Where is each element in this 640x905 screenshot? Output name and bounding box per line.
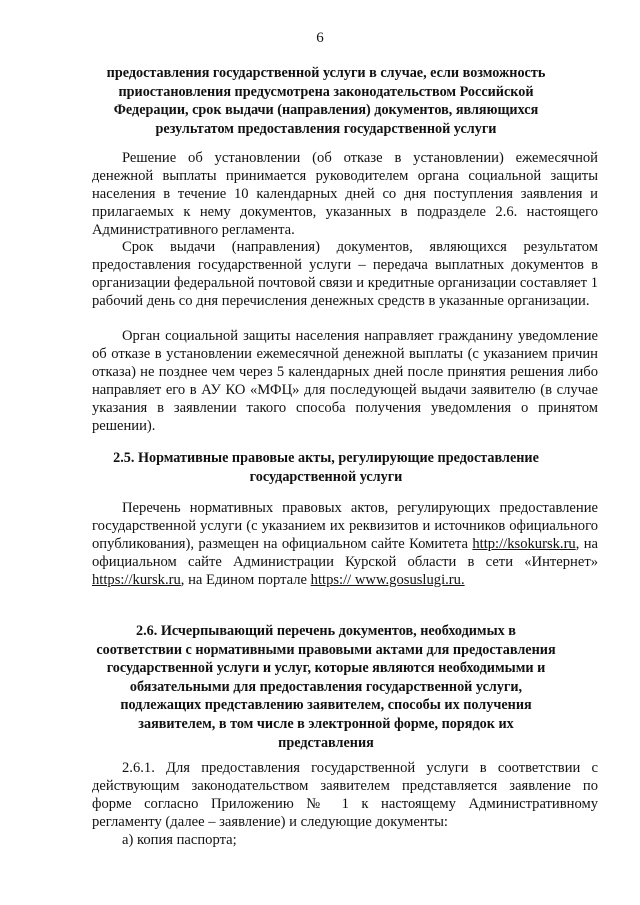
heading-line: заявителем, в том числе в электронной форме, порядок их <box>138 715 514 732</box>
section-2-6-heading <box>68 622 584 752</box>
paragraph-issue-term: Срок выдачи (направления) документов, являющихся результатом предоставления государственной услуги – передача выплатных документов в организации федеральной почтовой связи и кредитные организации составляет 1 рабочий день со дня перечисления денежных средств в указанные организации. <box>92 239 598 309</box>
page-number: 6 <box>316 30 324 46</box>
heading-line: результатом предоставления государственной услуги <box>155 120 497 137</box>
heading-line: государственной услуги и услуг, которые являются необходимыми и <box>106 660 546 677</box>
heading-line: соответствии с нормативными правовыми актами для предоставления <box>96 641 556 658</box>
heading-line: предоставления государственной услуги в случае, если возможность <box>106 65 546 81</box>
heading-line: обязательными для предоставления государственной услуги, <box>129 678 523 695</box>
link-kursk[interactable]: https://kursk.ru <box>92 571 181 588</box>
section-2-5-heading <box>80 449 572 486</box>
paragraph-legal-acts <box>92 500 598 590</box>
paragraph-decision-term: Решение об установлении (об отказе в установлении) ежемесячной денежной выплаты принимается руководителем органа социальной защиты населения в течение 10 календарных дней со дня поступления заявления и прилагаемых к нему документов, указанных в подразделе 2.6. настоящего Административного регламента. <box>92 150 598 238</box>
link-ksokursk[interactable]: http://ksokursk.ru <box>472 535 576 552</box>
section-heading-continued <box>70 64 582 138</box>
paragraph-refusal-notice: Орган социальной защиты населения направляет гражданину уведомление об отказе в установлении ежемесячной денежной выплаты (с указанием причин отказа) не позднее чем через 5 календарных дней после принятия решения либо направляет его в АУ КО «МФЦ» для последующей выдачи заявителю (в случае указания в заявлении такого способа получения уведомления о принятом решении). <box>92 328 598 434</box>
heading-line: государственной услуги <box>249 468 403 485</box>
heading-line: представления <box>278 734 374 751</box>
heading-line: Федерации, срок выдачи (направления) документов, являющихся <box>113 102 539 119</box>
text-segment: , на Едином портале <box>180 571 311 588</box>
heading-line: 2.6. Исчерпывающий перечень документов, необходимых в <box>136 623 516 639</box>
list-item-passport-copy: а) копия паспорта; <box>122 832 237 848</box>
paragraph-2-6-1: 2.6.1. Для предоставления государственной услуги в соответствии с действующим законодательством заявителем представляется заявление по форме согласно Приложению № 1 к настоящему Административному регламенту (далее – заявление) и следующие документы: <box>92 760 598 830</box>
link-gosuslugi[interactable]: https:// www.gosuslugi.ru. <box>310 571 465 588</box>
text-segment: , на официальном сайте Администрации Курской области в сети «Интернет» <box>92 535 598 570</box>
heading-line: приостановления предусмотрена законодательством Российской <box>118 83 534 100</box>
heading-line: 2.5. Нормативные правовые акты, регулирующие предоставление <box>113 450 539 466</box>
text-segment: Перечень нормативных правовых актов, регулирующих предоставление государственной услуги (с указанием их реквизитов и источников официального опубликования), размещен на официальном сайте Комитета <box>92 500 598 552</box>
heading-line: подлежащих представлению заявителем, способы их получения <box>120 697 532 714</box>
